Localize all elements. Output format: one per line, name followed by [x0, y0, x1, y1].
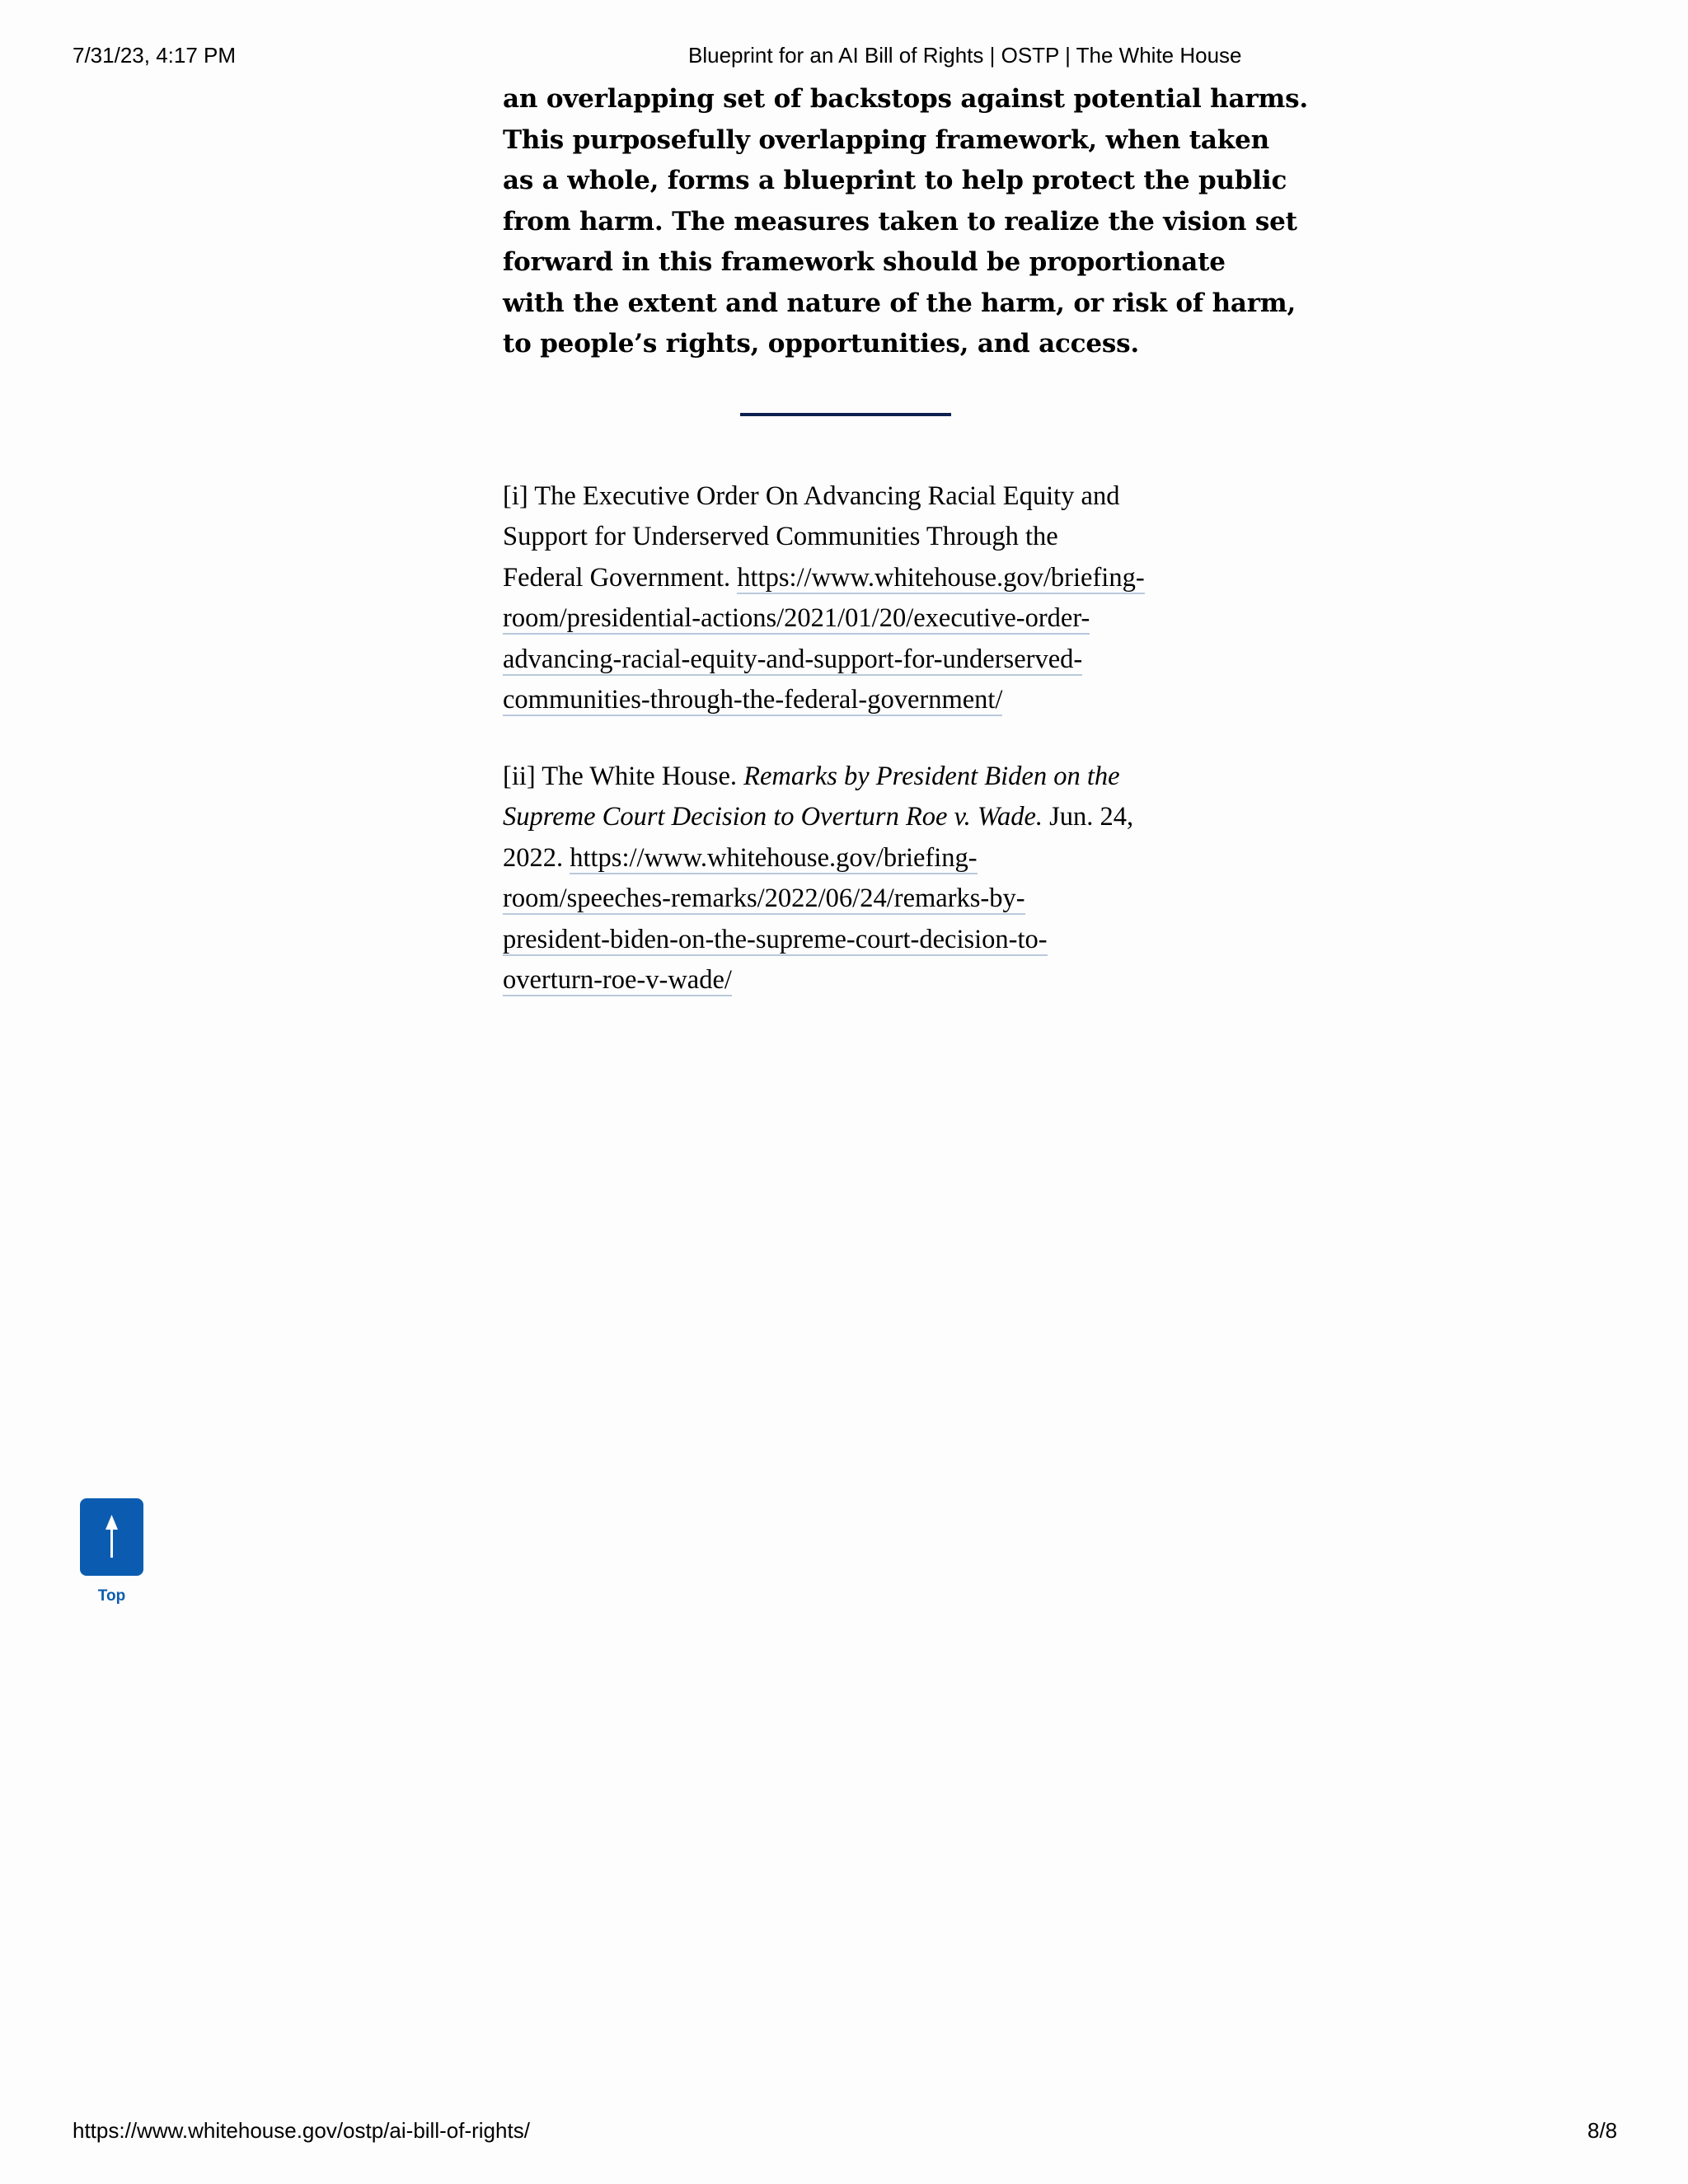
print-footer-page-number: 8/8 [1587, 2118, 1618, 2143]
intro-paragraph [503, 79, 1308, 365]
footnote-ii [503, 757, 1195, 1001]
footnote-line [503, 838, 1195, 879]
article-content [503, 79, 1308, 1001]
arrow-up-icon [80, 1498, 143, 1576]
footnote-line [503, 797, 1195, 838]
footnote-line: Support for Underserved Communities Through the [503, 522, 1058, 551]
footnote-line [503, 879, 1195, 920]
paragraph-line: as a whole, forms a blueprint to help protect the public [503, 166, 1287, 195]
footnote-text: Federal Government. [503, 562, 738, 593]
footnote-ii-link[interactable]: president-biden-on-the-supreme-court-decision-to- [503, 924, 1048, 954]
paragraph-line: to people’s rights, opportunities, and access. [503, 329, 1139, 359]
footnote-ii-link[interactable]: overturn-roe-v-wade/ [503, 965, 732, 995]
footnote-i-link[interactable]: advancing-racial-equity-and-support-for-underserved- [503, 644, 1083, 674]
footnote-line [503, 920, 1195, 961]
footnote-title: Remarks by President Biden on the [743, 761, 1120, 791]
footnote-title: Supreme Court Decision to Overturn Roe v. Wade. [503, 802, 1043, 832]
paragraph-line: from harm. The measures taken to realize the vision set [503, 206, 1297, 237]
paragraph-line: an overlapping set of backstops against potential harms. [503, 84, 1308, 114]
footnote-line [503, 640, 1195, 681]
print-footer-url: https://www.whitehouse.gov/ostp/ai-bill-of-rights/ [73, 2118, 530, 2143]
paragraph-line: forward in this framework should be proportionate [503, 247, 1226, 277]
footnote-i-link[interactable]: communities-through-the-federal-government/ [503, 685, 1003, 715]
footnote-line [503, 598, 1195, 640]
back-to-top-button[interactable] [80, 1498, 143, 1576]
back-to-top-label[interactable]: Top [97, 1587, 126, 1605]
footnote-i-link[interactable]: https://www.whitehouse.gov/briefing- [737, 562, 1145, 593]
print-header-datetime: 7/31/23, 4:17 PM [73, 43, 237, 68]
footnote-line [503, 680, 1195, 721]
footnote-i-link[interactable]: room/presidential-actions/2021/01/20/executive-order- [503, 603, 1090, 633]
paragraph-line: with the extent and nature of the harm, or risk of harm, [503, 288, 1296, 318]
footnote-text: Jun. 24, [1043, 802, 1134, 832]
footnote-line [503, 960, 1195, 1001]
footnote-line [503, 757, 1195, 798]
footnote-line [503, 558, 1195, 599]
section-divider [740, 413, 951, 416]
paragraph-line: This purposefully overlapping framework, when taken [503, 124, 1269, 155]
footnote-text: 2022. [503, 842, 570, 873]
footnote-ii-link[interactable]: https://www.whitehouse.gov/briefing- [570, 842, 978, 873]
footnote-text: [ii] The White House. [503, 761, 744, 791]
footnote-i [503, 476, 1195, 721]
footnote-ii-link[interactable]: room/speeches-remarks/2022/06/24/remarks-by- [503, 883, 1025, 913]
print-header-title: Blueprint for an AI Bill of Rights | OSTP | The White House [688, 43, 1242, 68]
footnote-line: [i] The Executive Order On Advancing Racial Equity and [503, 480, 1120, 511]
